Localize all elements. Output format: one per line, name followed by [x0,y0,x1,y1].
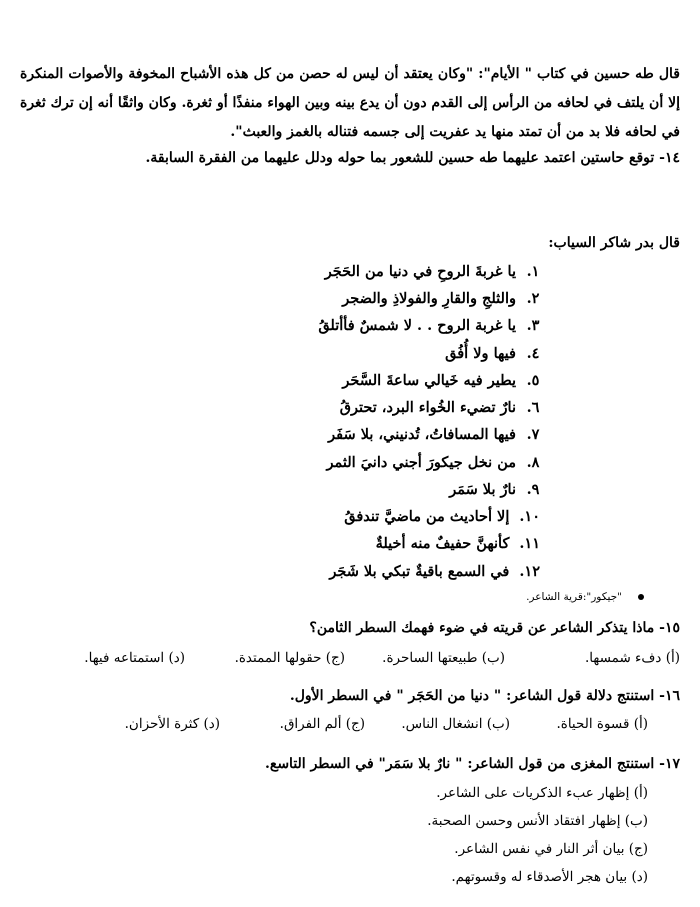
q16-option-a[interactable]: (أ) قسوة الحياة. [556,716,648,732]
line-number: ٤. [526,345,540,362]
line-number: ١١. [519,535,540,552]
line-number: ٢. [526,290,540,307]
line-text: فيها ولا أُفُق [445,345,516,362]
poem-line [325,263,540,280]
line-number: ٦. [526,399,540,416]
passage-paragraph: قال طه حسين في كتاب " الأيام": "وكان يعتقد أن ليس له حصن من كل هذه الأشباح المخوفة والأصوات المنكرة إلا أن يلتف في لحافه من الرأس إلى القدم دون أن يدع بينه وبين الهواء منفذًا أو ثغرة. وكان واثقًا أنه إن ترك ثغرة في لحافه فلا بد من أن تمتد منها يد عفريت إلى جسمه فتناله بالغمز والعبث". [20,66,680,140]
line-text: نارٌ تضيء الخُواء البرد، تحترقُ [339,399,516,416]
line-text: يا غربةَ الروحِ في دنيا من الحَجَر [324,263,516,280]
poem-line [342,372,540,389]
poem-line [445,345,540,362]
line-number: ٨. [526,454,540,471]
question-15: ١٥- ماذا يتذكر الشاعر عن قريته في ضوء فهمك السطر الثامن؟ [309,620,680,636]
q16-option-c[interactable]: (ج) ألم الفراق. [279,716,365,732]
line-number: ٧. [526,426,540,443]
q17-option-b[interactable]: (ب) إظهار افتقاد الأنس وحسن الصحبة. [427,813,648,829]
footnote-text: "جيكور":قرية الشاعر. [526,591,622,603]
line-text: في السمع باقيةٌ تبكي بلا شَجَر [329,563,510,580]
q17-option-c[interactable]: (ج) بيان أثر النار في نفس الشاعر. [454,841,648,857]
q15-option-a[interactable]: (أ) دفء شمسها. [584,650,680,666]
poem-line [328,426,540,443]
poem-line [329,563,540,580]
q16-option-b[interactable]: (ب) انشغال الناس. [401,716,510,732]
poem-line [376,535,540,552]
line-text: يا غربة الروح . . لا شمسٌ فأأتلقُ [318,317,516,334]
poem-line [340,399,540,416]
bullet-icon [638,594,644,600]
question-17: ١٧- استنتج المغزى من قول الشاعر: " نارٌ بلا سَمَر" في السطر التاسع. [265,756,680,772]
line-number: ١. [526,263,540,280]
q17-option-d[interactable]: (د) بيان هجر الأصدقاء له وقسوتهم. [451,869,648,885]
q15-option-c[interactable]: (ج) حقولها الممتدة. [234,650,345,666]
line-text: إلا أحاديث من ماضيَّ تندفقُ [344,508,510,525]
poem-line [326,454,540,471]
q15-option-b[interactable]: (ب) طبيعتها الساحرة. [382,650,505,666]
q15-option-d[interactable]: (د) استمتاعه فيها. [84,650,185,666]
poem-intro: قال بدر شاكر السياب: [548,235,680,251]
q17-option-a[interactable]: (أ) إظهار عبء الذكريات على الشاعر. [436,785,648,801]
footnote [526,591,644,603]
poem-line [342,290,540,307]
question-16: ١٦- استنتج دلالة قول الشاعر: " دنيا من الحَجَر " في السطر الأول. [289,688,680,704]
poem-line [449,481,540,498]
line-text: نارٌ بلا سَمَر [449,481,516,498]
line-number: ٩. [526,481,540,498]
line-number: ١٠. [519,508,540,525]
line-number: ٣. [526,317,540,334]
line-number: ١٢. [519,563,540,580]
poem-line [318,317,540,334]
line-text: يطير فيه خَيالي ساعةَ السَّحَر [342,372,516,389]
line-text: فيها المسافاتُ، تُدنيني، بلا سَفَر [328,426,516,443]
line-text: والثلجِ والقارِ والفولاذِ والضجر [342,290,516,307]
line-text: كأنهنَّ حفيفٌ منه أخيلةٌ [375,535,510,552]
poem-line [344,508,540,525]
line-text: من نخل جيكورَ أجني دانيَ الثمر [326,454,516,471]
q16-option-d[interactable]: (د) كثرة الأحزان. [124,716,220,732]
line-number: ٥. [526,372,540,389]
question-14: ١٤- توقع حاستين اعتمد عليهما طه حسين للشعور بما حوله ودلل عليهما من الفقرة السابقة. [145,150,680,166]
